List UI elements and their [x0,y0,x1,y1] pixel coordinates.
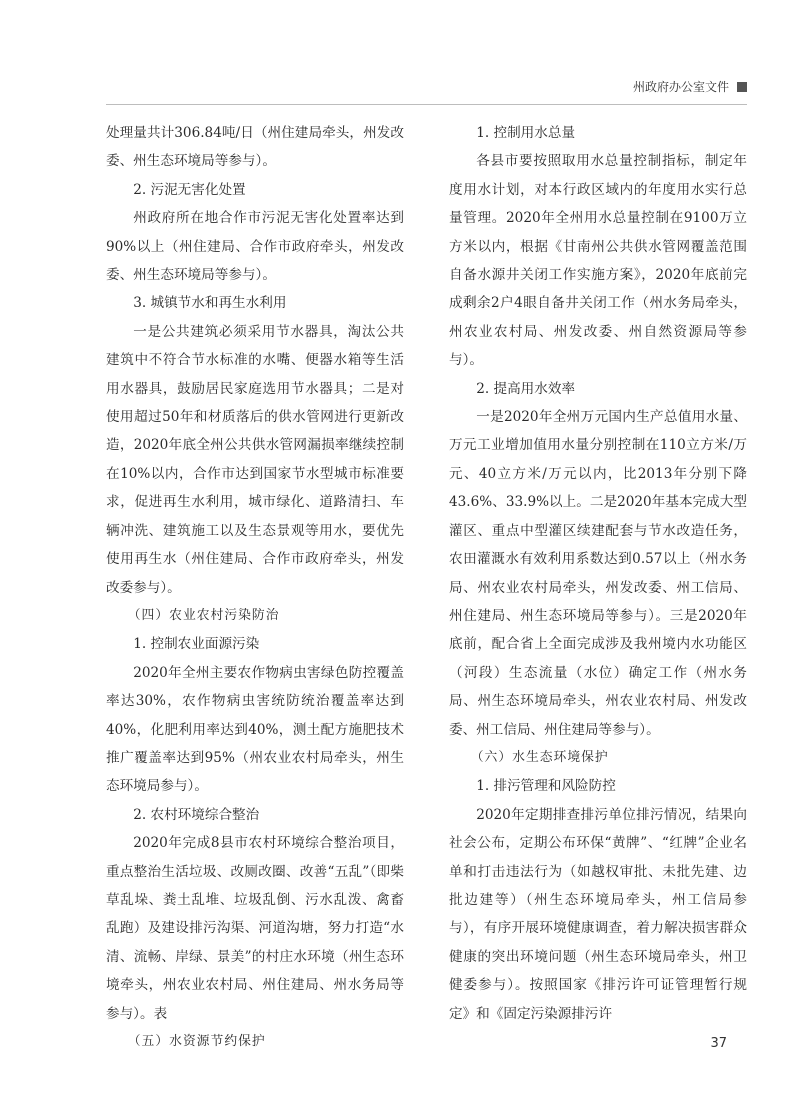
subheading: 2. 提高用水效率 [476,380,576,397]
paragraph-continuation: 处理量共计306.84吨/日（州住建局牵头，州发改委、州生态环境局等参与）。 [106,125,404,170]
header-square-icon [737,82,747,92]
subheading: 2. 农村环境综合整治 [133,806,260,823]
paragraph: 州政府所在地合作市污泥无害化处置率达到90%以上（州住建局、合作市政府牵头，州发改委、州生态环境局等参与）。 [106,210,404,284]
paragraph: 一是2020年全州万元国内生产总值用水量、万元工业增加值用水量分别控制在110立方米/万元、40立方米/万元以内，比2013年分别下降43.6%、33.9%以上。二是2020年基本完成大型灌区、重点中型灌区续建配套与节水改造任务，农田灌溉水有效利用系数达到0.57以上（州水务局、州农业农村局牵头，州发改委、州工信局、州住建局、州生态环境局等参与）。三是2020年底前，配合省上全面完成涉及我州境内水功能区（河段）生态流量（水位）确定工作（州水务局、州生态环境局牵头，州农业农村局、州发改委、州工信局、州住建局等参与）。 [449,409,747,738]
section-heading: （五）水资源节约保护 [127,1034,266,1049]
subheading: 3. 城镇节水和再生水利用 [133,295,287,312]
page-number: 37 [710,1036,727,1051]
header-divider [106,104,747,105]
subheading: 2. 污泥无害化处置 [133,181,246,198]
section-heading: （六）水生态环境保护 [470,749,609,765]
paragraph: 各县市要按照取用水总量控制指标，制定年度用水计划，对本行政区域内的年度用水实行总量管理。2020年全州用水总量控制在9100万立方米以内，根据《甘南州公共供水管网覆盖范围自备水源井关闭工作实施方案》，2020年底前完成剩余2户4眼自备井关闭工作（州水务局牵头，州农业农村局、州发改委、州自然资源局等参与）。 [449,153,747,369]
paragraph: 一是公共建筑必须采用节水器具，淘汰公共建筑中不符合节水标准的水嘴、便器水箱等生活用水器具，鼓励居民家庭选用节水器具；二是对使用超过50年和材质落后的供水管网进行更新改造，2020年底全州公共供水管网漏损率继续控制在10%以内，合作市达到国家节水型城市标准要求，促进再生水利用，城市绿化、道路清扫、车辆冲洗、建筑施工以及生态景观等用水，要优先使用再生水（州住建局、合作市政府牵头，州发改委参与）。 [106,323,404,596]
subheading: 1. 控制农业面源污染 [133,636,260,653]
paragraph: 2020年完成8县市农村环境综合整治项目，重点整治生活垃圾、改厕改圈、改善“五乱”（即柴草乱垛、粪土乱堆、垃圾乱倒、污水乱泼、禽畜乱跑）及建设排污沟渠、河道沟塘，努力打造“水清、流畅、岸绿、景美”的村庄水环境（州生态环境牵头，州农业农村局、州住建局、州水务局等参与）。表 [106,835,404,1022]
header-title: 州政府办公室文件 [632,80,729,94]
section-heading: （四）农业农村污染防治 [127,607,280,623]
left-column [106,119,404,1056]
paragraph: 2020年定期排查排污单位排污情况，结果向社会公布，定期公布环保“黄牌”、“红牌”企业名单和打击违法行为（如越权审批、未批先建、边批边建等）（州生态环境局牵头，州工信局参与），有序开展环境健康调查，着力解决损害群众健康的突出环境问题（州生态环境局牵头，州卫健委参与）。按照国家《排污许可证管理暂行规定》和《固定污染源排污许 [449,806,747,1022]
paragraph: 2020年全州主要农作物病虫害绿色防控覆盖率达30%，农作物病虫害统防统治覆盖率达到40%，化肥利用率达到40%，测土配方施肥技术推广覆盖率达到95%（州农业农村局牵头，州生态环境局参与）。 [106,664,404,795]
subheading: 1. 控制用水总量 [476,125,576,141]
right-column [449,119,747,1028]
subheading: 1. 排污管理和风险防控 [476,778,616,795]
running-header [633,78,747,95]
